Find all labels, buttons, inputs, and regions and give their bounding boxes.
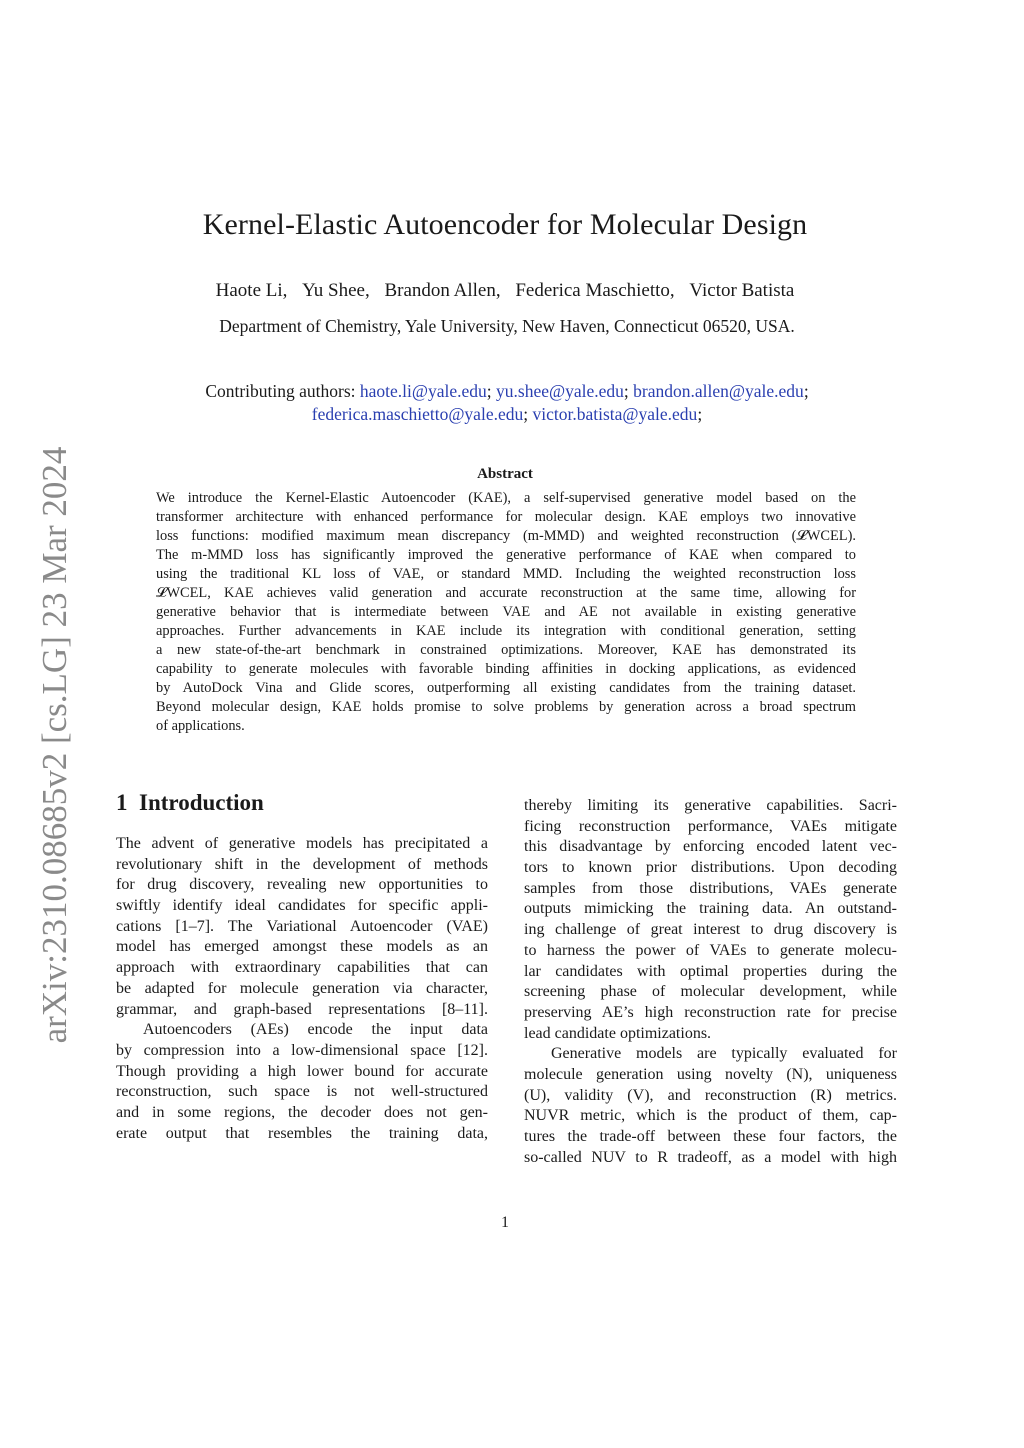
author-name: Federica Maschietto, (515, 280, 675, 301)
email-link[interactable]: victor.batista@yale.edu (532, 404, 698, 424)
body-line: samples from those distributions, VAEs generate (524, 879, 897, 897)
body-line: approach with extraordinary capabilities that can (116, 959, 488, 977)
body-line: to harness the power of VAEs to generate molecu- (524, 941, 897, 959)
abstract-line: loss functions: modified maximum mean discrepancy (m-MMD) and weighted reconstruction (𝓛WCEL). (156, 528, 856, 544)
email-link[interactable]: haote.li@yale.edu (359, 381, 487, 401)
body-line: Though providing a high lower bound for accurate (116, 1062, 488, 1080)
abstract-line: The m-MMD loss has significantly improved the generative performance of KAE when compared to (156, 547, 856, 563)
email-separator: ; (623, 381, 629, 401)
body-line: by compression into a low-dimensional space [12]. (116, 1041, 488, 1059)
abstract-line: approaches. Further advancements in KAE include its integration with conditional generation, setting (156, 623, 856, 639)
body-line: The advent of generative models has precipitated a (116, 835, 488, 852)
body-line: erate output that resembles the training data, (116, 1124, 488, 1142)
section-number: 1 (116, 790, 128, 815)
body-line: ing challenge of great interest to drug discovery is (524, 921, 897, 939)
section-heading (116, 790, 264, 816)
right-column (524, 796, 897, 1168)
body-line: thereby limiting its generative capabilities. Sacri- (524, 797, 897, 814)
contributing-authors (0, 380, 1014, 426)
author-name: Victor Batista (689, 280, 795, 301)
abstract-line: Beyond molecular design, KAE holds promise to solve problems by generation across a broad spectrum (156, 699, 856, 715)
body-line: for drug discovery, revealing new opportunities to (116, 876, 488, 894)
body-line: model has emerged amongst these models as an (116, 938, 488, 956)
email-separator: ; (523, 404, 529, 424)
body-line: reconstruction, such space is not well-structured (116, 1083, 488, 1101)
body-line: this disadvantage by enforcing encoded latent vec- (524, 838, 897, 856)
abstract-line: of applications. (156, 718, 245, 734)
author-name: Brandon Allen, (384, 280, 501, 301)
email-link[interactable]: yu.shee@yale.edu (496, 381, 624, 401)
affiliation: Department of Chemistry, Yale University, New Haven, Connecticut 06520, USA. (219, 316, 795, 336)
page-number: 1 (501, 1214, 509, 1231)
section-title: Introduction (139, 790, 264, 815)
body-line: be adapted for molecule generation via character, (116, 979, 488, 997)
author-name: Yu Shee, (302, 280, 370, 301)
abstract-line: generative behavior that is intermediate between VAE and AE not available in existing generative (156, 604, 856, 620)
abstract-line: capability to generate molecules with favorable binding affinities in docking applications, as evidenced (156, 661, 856, 677)
email-separator: ; (486, 381, 492, 401)
abstract-heading: Abstract (477, 466, 533, 482)
email-link[interactable]: federica.maschietto@yale.edu (311, 404, 524, 424)
author-name: Haote Li, (215, 280, 288, 301)
abstract-line: 𝓛WCEL, KAE achieves valid generation and accurate reconstruction at the same time, allowing for (156, 585, 856, 601)
body-line: revolutionary shift in the development of methods (116, 855, 488, 873)
body-line: preserving AE’s high reconstruction rate for precise (524, 1003, 897, 1021)
body-line: ficing reconstruction performance, VAEs mitigate (524, 817, 897, 835)
abstract-line: using the traditional KL loss of VAE, or standard MMD. Including the weighted reconstruction loss (156, 566, 856, 582)
email-link[interactable]: brandon.allen@yale.edu (633, 381, 804, 401)
abstract-body (156, 489, 856, 736)
body-line: lar candidates with optimal properties during the (524, 962, 897, 980)
abstract-line: transformer architecture with enhanced performance for molecular design. KAE employs two innovative (156, 509, 856, 525)
body-line: molecule generation using novelty (N), uniqueness (524, 1065, 897, 1083)
body-line: grammar, and graph-based representations [8–11]. (116, 1000, 488, 1018)
body-line: screening phase of molecular development, while (524, 983, 897, 1001)
body-line: so-called NUV to R tradeoff, as a model with high (524, 1148, 897, 1166)
body-line: tures the trade-off between these four factors, the (524, 1128, 897, 1145)
body-line: and in some regions, the decoder does not gen- (116, 1103, 488, 1121)
body-line: Generative models are typically evaluated for (551, 1045, 897, 1063)
body-line: lead candidate optimizations. (524, 1024, 712, 1042)
body-line: tors to known prior distributions. Upon decoding (524, 859, 897, 877)
email-separator: ; (803, 381, 809, 401)
left-column (116, 834, 488, 1144)
body-line: swiftly identify ideal candidates for specific appli- (116, 897, 488, 915)
email-separator: ; (697, 404, 703, 424)
arxiv-side-stamp: arXiv:2310.08685v2 [cs.LG] 23 Mar 2024 (35, 446, 74, 1044)
contributing-label: Contributing authors: (205, 381, 356, 401)
body-line: (U), validity (V), and reconstruction (R) metrics. (524, 1086, 897, 1104)
body-line: NUVR metric, which is the product of them, cap- (524, 1107, 897, 1125)
body-line: outputs mimicking the training data. An outstand- (524, 900, 897, 918)
abstract-line: by AutoDock Vina and Glide scores, outperforming all existing candidates from the training dataset. (156, 680, 856, 696)
abstract-line: We introduce the Kernel-Elastic Autoencoder (KAE), a self-supervised generative model based on the (156, 490, 856, 506)
author-list (0, 280, 1010, 302)
body-line: cations [1–7]. The Variational Autoencoder (VAE) (116, 917, 488, 935)
body-line: Autoencoders (AEs) encode the input data (143, 1021, 488, 1039)
abstract-line: a new state-of-the-art benchmark in constrained optimizations. Moreover, KAE has demonstrated its (156, 642, 856, 658)
paper-title: Kernel-Elastic Autoencoder for Molecular Design (202, 208, 808, 241)
